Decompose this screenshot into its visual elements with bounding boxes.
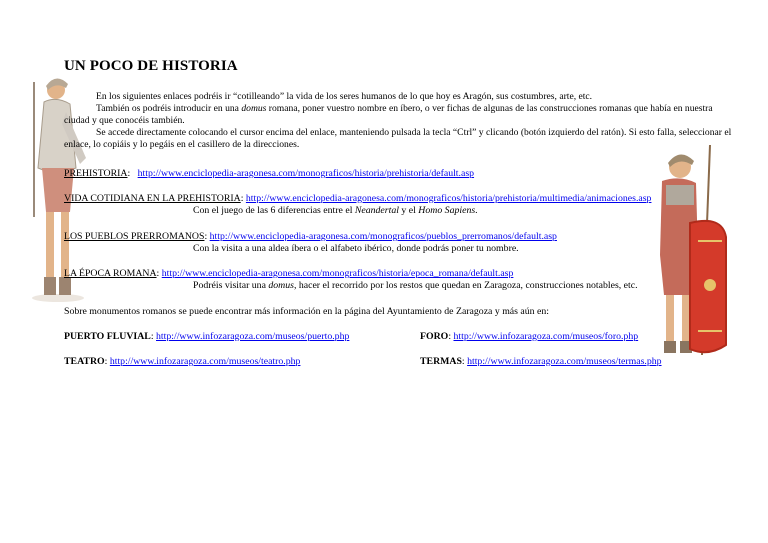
monument-row-2 bbox=[64, 356, 662, 367]
foro-link[interactable]: http://www.infozaragoza.com/museos/foro.php bbox=[453, 331, 639, 342]
intro-paragraph-1: En los siguientes enlaces podréis ir “cotilleando” la vida de los seres humanos de lo que hoy es Aragón, sus costumbres, arte, etc. bbox=[96, 91, 593, 102]
section-description: Podréis visitar una domus, hacer el recorrido por los restos que quedan en Zaragoza, construcciones notables, etc. bbox=[193, 280, 638, 291]
intro-paragraph-2: También os podréis introducir en una domus romana, poner vuestro nombre en íbero, o ver fichas de algunas de las construcciones romanas que había en nuestra ciudad y que conocéis también. bbox=[64, 103, 713, 126]
section-description: Con la visita a una aldea íbera o el alfabeto ibérico, donde podrás poner tu nombre. bbox=[193, 243, 519, 254]
intro-paragraph-3: Se accede directamente colocando el cursor encima del enlace, manteniendo pulsada la tecla “Ctrl” y clicando (botón izquierdo del ratón). Si esto falla, seleccionar el enlace, lo copiáis y lo pegáis en el casillero de la direcciones. bbox=[64, 127, 732, 150]
intro-text bbox=[64, 91, 732, 151]
section-epoca-romana: LA ÉPOCA ROMANA: http://www.enciclopedia-aragonesa.com/monograficos/historia/epoca_romana/default.asp Podréis visitar una domus, hacer el recorrido por los restos que quedan en Zaragoza, construcciones notables, etc. bbox=[64, 268, 638, 291]
section-title: VIDA COTIDIANA EN LA PREHISTORIA bbox=[64, 193, 241, 204]
monuments-intro: Sobre monumentos romanos se puede encontrar más información en la página del Ayuntamiento de Zaragoza y más aún en: bbox=[64, 306, 549, 317]
monument-teatro: TEATRO: http://www.infozaragoza.com/museos/teatro.php bbox=[64, 356, 301, 367]
vida-cotidiana-link[interactable]: http://www.enciclopedia-aragonesa.com/monograficos/historia/prehistoria/multimedia/animaciones.asp bbox=[245, 193, 652, 204]
epoca-romana-link[interactable]: http://www.enciclopedia-aragonesa.com/monograficos/historia/epoca_romana/default.asp bbox=[161, 268, 514, 279]
monument-termas: TERMAS: http://www.infozaragoza.com/museos/termas.php bbox=[420, 356, 662, 367]
roman-soldier-right-illustration bbox=[640, 145, 740, 360]
termas-link[interactable]: http://www.infozaragoza.com/museos/termas.php bbox=[467, 356, 662, 367]
section-pueblos-prerromanos: LOS PUEBLOS PRERROMANOS: http://www.enciclopedia-aragonesa.com/monograficos/pueblos_prerromanos/default.asp Con la visita a una aldea íbera o el alfabeto ibérico, donde podrás poner tu nombre. bbox=[64, 231, 557, 254]
section-title: LOS PUEBLOS PRERROMANOS bbox=[64, 231, 205, 242]
pueblos-link[interactable]: http://www.enciclopedia-aragonesa.com/monograficos/pueblos_prerromanos/default.asp bbox=[209, 231, 557, 242]
teatro-link[interactable]: http://www.infozaragoza.com/museos/teatro.php bbox=[109, 356, 301, 367]
prehistoria-link[interactable]: http://www.enciclopedia-aragonesa.com/monograficos/historia/prehistoria/default.asp bbox=[137, 168, 475, 179]
section-title: PREHISTORIA bbox=[64, 168, 128, 179]
monument-row-1 bbox=[64, 331, 639, 342]
monument-puerto: PUERTO FLUVIAL: http://www.infozaragoza.com/museos/puerto.php bbox=[64, 331, 350, 342]
section-prehistoria: PREHISTORIA: http://www.enciclopedia-aragonesa.com/monograficos/historia/prehistoria/default.asp bbox=[64, 168, 475, 179]
section-vida-cotidiana: VIDA COTIDIANA EN LA PREHISTORIA: http://www.enciclopedia-aragonesa.com/monograficos/historia/prehistoria/multimedia/animaciones.asp Con el juego de las 6 diferencias entre el Neandertal y el Homo Sapiens. bbox=[64, 193, 652, 216]
section-description: Con el juego de las 6 diferencias entre el Neandertal y el Homo Sapiens. bbox=[193, 205, 478, 216]
monument-foro: FORO: http://www.infozaragoza.com/museos/foro.php bbox=[420, 331, 639, 342]
section-title: LA ÉPOCA ROMANA bbox=[64, 268, 157, 279]
puerto-link[interactable]: http://www.infozaragoza.com/museos/puerto.php bbox=[156, 331, 350, 342]
page-title: UN POCO DE HISTORIA bbox=[64, 58, 238, 74]
